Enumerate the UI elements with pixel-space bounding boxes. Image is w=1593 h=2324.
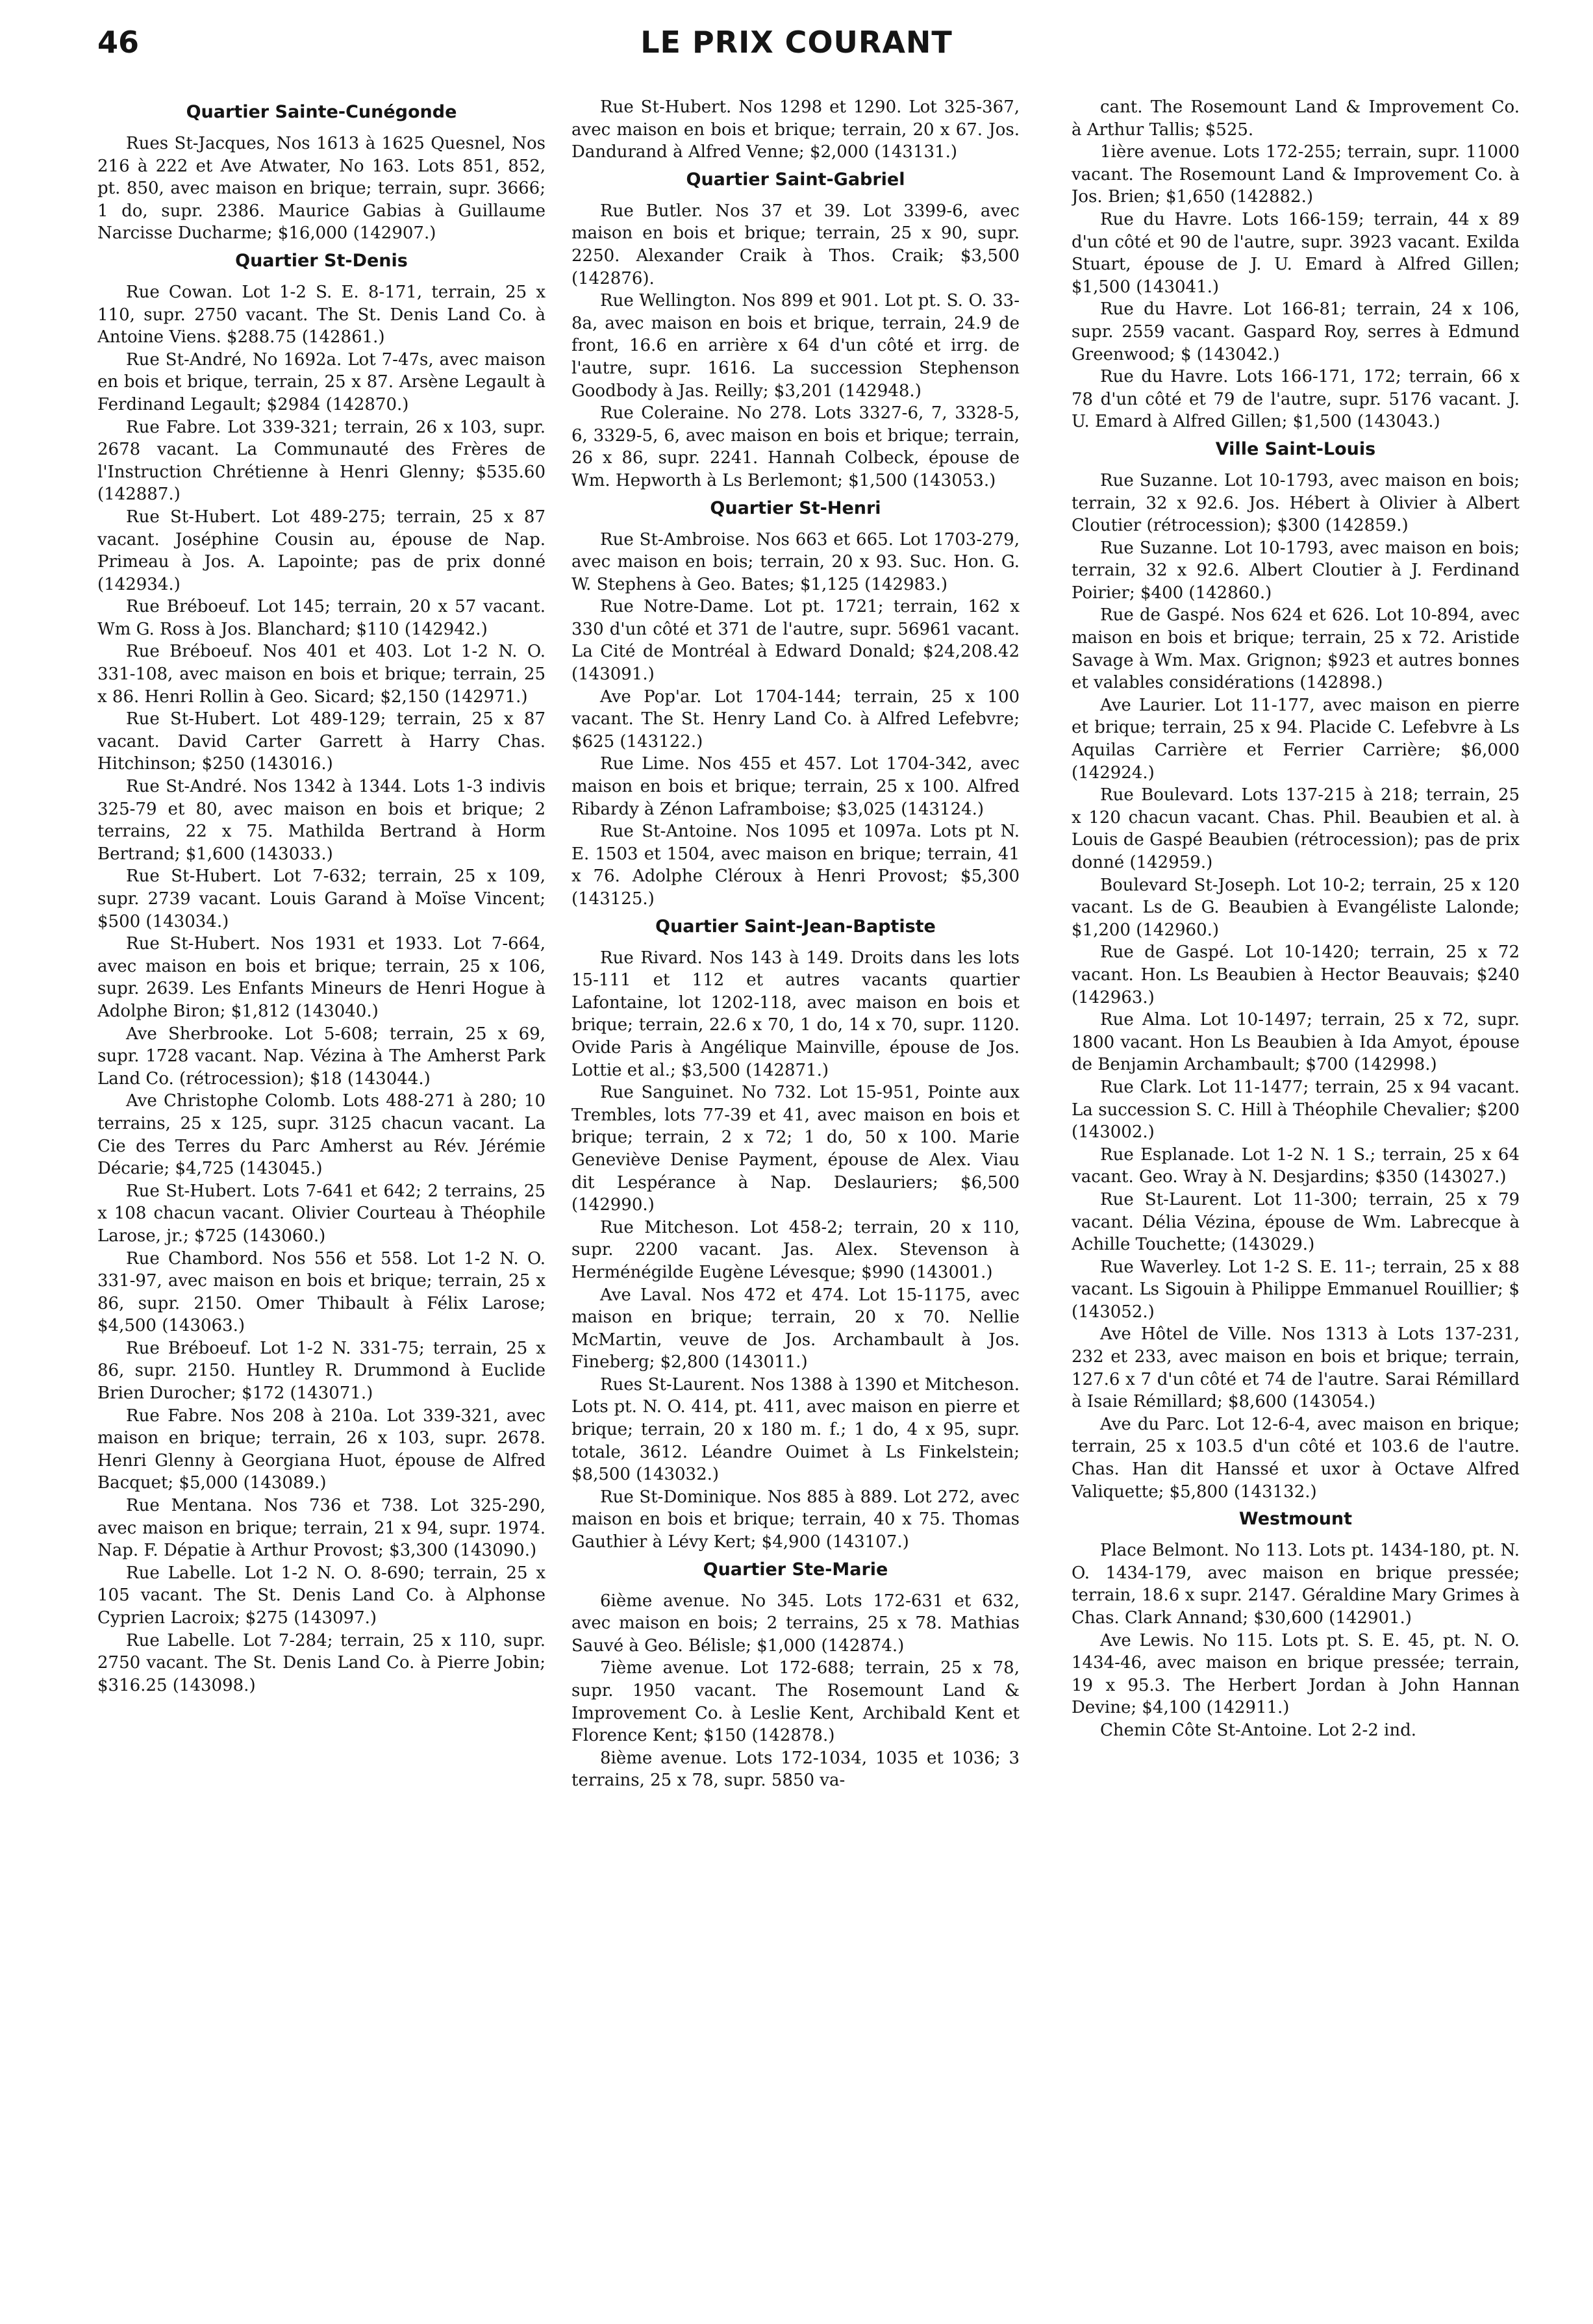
listing-entry: Ave Christophe Colomb. Lots 488-271 à 280; 10 terrains, 25 x 125, supr. 3125 chacun vacant. La Cie des Terres du Parc Amherst au Rév. Jérémie Décarie; $4,725 (143045.) <box>97 1091 546 1179</box>
column-3 <box>1072 96 1520 2305</box>
listing-entry: Rue St-André, No 1692a. Lot 7-47s, avec maison en bois et brique, terrain, 25 x 87. Arsène Legault à Ferdinand Legault; $2984 (142870.) <box>97 349 546 414</box>
listing-entry: Ave Sherbrooke. Lot 5-608; terrain, 25 x 69, supr. 1728 vacant. Nap. Vézina à The Amherst Park Land Co. (rétrocession); $18 (143044.) <box>97 1024 546 1089</box>
listing-entry: Rue St-André. Nos 1342 à 1344. Lots 1-3 indivis 325-79 et 80, avec maison en bois et brique; 2 terrains, 22 x 75. Mathilda Bertrand à Horm Bertrand; $1,600 (143033.) <box>97 777 546 864</box>
listing-entry: Rue Mentana. Nos 736 et 738. Lot 325-290, avec maison en brique; terrain, 21 x 94, supr. 1974. Nap. F. Dépatie à Arthur Provost; $3,300 (143090.) <box>97 1496 546 1561</box>
listing-entry: Rue Suzanne. Lot 10-1793, avec maison en bois; terrain, 32 x 92.6. Albert Cloutier à J. Ferdinand Poirier; $400 (142860.) <box>1072 538 1520 603</box>
listing-entry: Rue St-Ambroise. Nos 663 et 665. Lot 1703-279, avec maison en bois; terrain, 20 x 93. Suc. Hon. G. W. Stephens à Geo. Bates; $1,125 (142983.) <box>571 529 1020 594</box>
listing-entry: Rue Butler. Nos 37 et 39. Lot 3399-6, avec maison en bois et brique; terrain, 25 x 90, supr. 2250. Alexander Craik à Thos. Craik; $3,500 (142876). <box>571 201 1020 288</box>
listing-entry: Rue Alma. Lot 10-1497; terrain, 25 x 72, supr. 1800 vacant. Hon Ls Beaubien à Ida Amyot, épouse de Benjamin Archambault; $700 (142998.) <box>1072 1010 1520 1075</box>
listing-entry: Rue Bréboeuf. Nos 401 et 403. Lot 1-2 N. O. 331-108, avec maison en bois et brique; terrain, 25 x 86. Henri Rollin à Geo. Sicard; $2,150 (142971.) <box>97 642 546 707</box>
listing-entry: Rue Labelle. Lot 1-2 N. O. 8-690; terrain, 25 x 105 vacant. The St. Denis Land Co. à Alphonse Cyprien Lacroix; $275 (143097.) <box>97 1563 546 1628</box>
listing-entry: Rue Cowan. Lot 1-2 S. E. 8-171, terrain, 25 x 110, supr. 2750 vacant. The St. Denis Land Co. à Antoine Viens. $288.75 (142861.) <box>97 282 546 347</box>
listing-entry: Rue Lime. Nos 455 et 457. Lot 1704-342, avec maison en bois et brique; terrain, 25 x 100. Alfred Ribardy à Zénon Laframboise; $3,025 (143124.) <box>571 754 1020 819</box>
section-heading: Westmount <box>1238 1509 1353 1530</box>
listing-entry: Rue Waverley. Lot 1-2 S. E. 11-; terrain, 25 x 88 vacant. Ls Sigouin à Philippe Emmanuel Rouillier; $ (143052.) <box>1072 1257 1520 1322</box>
section-heading: Ville Saint-Louis <box>1215 438 1376 459</box>
listing-entry: Ave Lewis. No 115. Lots pt. S. E. 45, pt. N. O. 1434-46, avec maison en brique pressée; terrain, 19 x 95.3. The Herbert Jordan à John Hannan Devine; $4,100 (142911.) <box>1072 1630 1520 1718</box>
listing-entry: Rue St-Hubert. Nos 1298 et 1290. Lot 325-367, avec maison en bois et brique; terrain, 20 x 67. Jos. Dandurand à Alfred Venne; $2,000 (143131.) <box>571 97 1020 162</box>
listing-entry: Rue Sanguinet. No 732. Lot 15-951, Pointe aux Trembles, lots 77-39 et 41, avec maison en bois et brique; terrain, 2 x 72; 1 do, 50 x 100. Marie Geneviève Denise Payment, épouse de Alex. Viau dit Lespérance à Nap. Deslauriers; $6,500 (142990.) <box>571 1083 1020 1215</box>
listing-entry: Boulevard St-Joseph. Lot 10-2; terrain, 25 x 120 vacant. Ls de G. Beaubien à Evangéliste Lalonde; $1,200 (142960.) <box>1072 875 1520 940</box>
listing-entry: 6ième avenue. No 345. Lots 172-631 et 632, avec maison en bois; 2 terrains, 25 x 78. Mathias Sauvé à Geo. Bélisle; $1,000 (142874.) <box>571 1591 1020 1656</box>
listing-entry: Rue St-Hubert. Lot 7-632; terrain, 25 x 109, supr. 2739 vacant. Louis Garand à Moïse Vincent; $500 (143034.) <box>97 866 546 931</box>
listing-entry: Rue St-Antoine. Nos 1095 et 1097a. Lots pt N. E. 1503 et 1504, avec maison en brique; terrain, 41 x 76. Adolphe Cléroux à Henri Provost; $5,300 (143125.) <box>571 822 1020 909</box>
page-number: 46 <box>97 25 140 60</box>
listing-entry: Ave du Parc. Lot 12-6-4, avec maison en brique; terrain, 25 x 103.5 d'un côté et 103.6 de l'autre. Chas. Han dit Hanssé et uxor à Octave Alfred Valiquette; $5,800 (143132.) <box>1072 1414 1520 1502</box>
section-heading: Quartier St-Denis <box>235 250 408 271</box>
section-heading: Quartier Saint-Gabriel <box>686 169 905 190</box>
listing-entry: Rue Bréboeuf. Lot 145; terrain, 20 x 57 vacant. Wm G. Ross à Jos. Blanchard; $110 (142942.) <box>97 597 546 639</box>
listing-entry: cant. The Rosemount Land & Improvement Co. à Arthur Tallis; $525. <box>1072 97 1520 140</box>
listing-entry: Rue Boulevard. Lots 137-215 à 218; terrain, 25 x 120 chacun vacant. Chas. Phil. Beaubien et al. à Louis de Gaspé Beaubien (rétrocession); pas de prix donné (142959.) <box>1072 785 1520 872</box>
listing-entry: Rues St-Jacques, Nos 1613 à 1625 Quesnel, Nos 216 à 222 et Ave Atwater, No 163. Lots 851, 852, pt. 850, avec maison en brique; terrain, supr. 3666; 1 do, supr. 2386. Maurice Gabias à Guillaume Narcisse Ducharme; $16,000 (142907.) <box>97 134 546 244</box>
listing-entry: Rue St-Laurent. Lot 11-300; terrain, 25 x 79 vacant. Délia Vézina, épouse de Wm. Labrecque à Achille Touchette; (143029.) <box>1072 1189 1520 1255</box>
listing-entry: Rue St-Hubert. Nos 1931 et 1933. Lot 7-664, avec maison en bois et brique; terrain, 25 x 106, supr. 2639. Les Enfants Mineurs de Henri Hogue à Adolphe Biron; $1,812 (143040.) <box>97 934 546 1021</box>
listing-entry: Rue Suzanne. Lot 10-1793, avec maison en bois; terrain, 32 x 92.6. Jos. Hébert à Olivier à Albert Cloutier (rétrocession); $300 (142859.) <box>1072 470 1520 536</box>
section-heading: Quartier Sainte-Cunégonde <box>186 102 457 122</box>
listing-entry: Rue Notre-Dame. Lot pt. 1721; terrain, 162 x 330 d'un côté et 371 de l'autre, supr. 56961 vacant. La Cité de Montréal à Edward Donald; $24,208.42 (143091.) <box>571 597 1020 685</box>
section-heading: Quartier Saint-Jean-Baptiste <box>655 916 936 937</box>
listing-entry: Ave Laurier. Lot 11-177, avec maison en pierre et brique; terrain, 25 x 94. Placide C. Lefebvre à Ls Aquilas Carrière et Ferrier Carrière; $6,000 (142924.) <box>1072 695 1520 783</box>
page-header <box>97 25 1496 70</box>
listing-entry: Rue St-Hubert. Lot 489-275; terrain, 25 x 87 vacant. Joséphine Cousin au, épouse de Nap. Primeau à Jos. A. Lapointe; pas de prix donné (142934.) <box>97 507 546 594</box>
listing-entry: Place Belmont. No 113. Lots pt. 1434-180, pt. N. O. 1434-179, avec maison en brique pressée; terrain, 18.6 x supr. 2147. Géraldine Mary Grimes à Chas. Clark Annand; $30,600 (142901.) <box>1072 1541 1520 1628</box>
listing-entry: Ave Laval. Nos 472 et 474. Lot 15-1175, avec maison en brique; terrain, 20 x 70. Nellie McMartin, veuve de Jos. Archambault à Jos. Fineberg; $2,800 (143011.) <box>571 1285 1020 1372</box>
section-heading: Quartier Ste-Marie <box>703 1559 888 1580</box>
listing-entry: 7ième avenue. Lot 172-688; terrain, 25 x 78, supr. 1950 vacant. The Rosemount Land & Improvement Co. à Leslie Kent, Archibald Kent et Florence Kent; $150 (142878.) <box>571 1658 1020 1746</box>
listing-entry: Rue Chambord. Nos 556 et 558. Lot 1-2 N. O. 331-97, avec maison en bois et brique; terrain, 25 x 86, supr. 2150. Omer Thibault à Félix Larose; $4,500 (143063.) <box>97 1248 546 1336</box>
listing-entry: Rue du Havre. Lot 166-81; terrain, 24 x 106, supr. 2559 vacant. Gaspard Roy, serres à Edmund Greenwood; $ (143042.) <box>1072 299 1520 364</box>
listing-entry: Rue Wellington. Nos 899 et 901. Lot pt. S. O. 33-8a, avec maison en bois et brique, terrain, 24.9 de front, 16.6 en arrière x 64 d'un côté et irrg. de l'autre, supr. 1616. La succession Stephenson Goodbody à Jas. Reilly; $3,201 (142948.) <box>571 291 1020 401</box>
listing-entry: Rue St-Hubert. Lots 7-641 et 642; 2 terrains, 25 x 108 chacun vacant. Olivier Courteau à Théophile Larose, jr.; $725 (143060.) <box>97 1181 546 1246</box>
listing-entry: Rue du Havre. Lots 166-159; terrain, 44 x 89 d'un côté et 90 de l'autre, supr. 3923 vacant. Exilda Stuart, épouse de J. U. Emard à Alfred Gillen; $1,500 (143041.) <box>1072 209 1520 297</box>
listing-entry: Chemin Côte St-Antoine. Lot 2-2 ind. <box>1100 1720 1417 1740</box>
listing-entry: Rue Esplanade. Lot 1-2 N. 1 S.; terrain, 25 x 64 vacant. Geo. Wray à N. Desjardins; $350 (143027.) <box>1072 1144 1520 1187</box>
listing-entry: Rue de Gaspé. Lot 10-1420; terrain, 25 x 72 vacant. Hon. Ls Beaubien à Hector Beauvais; $240 (142963.) <box>1072 942 1520 1007</box>
listing-entry: Ave Hôtel de Ville. Nos 1313 à Lots 137-231, 232 et 233, avec maison en bois et brique; terrain, 127.6 x 7 d'un côté et 74 de l'autre. Sarai Rémillard à Isaie Rémillard; $8,600 (143054.) <box>1072 1324 1520 1412</box>
listing-entry: 1ière avenue. Lots 172-255; terrain, supr. 11000 vacant. The Rosemount Land & Improvement Co. à Jos. Brien; $1,650 (142882.) <box>1072 142 1520 207</box>
listing-entry: Rue St-Dominique. Nos 885 à 889. Lot 272, avec maison en bois et brique; terrain, 40 x 75. Thomas Gauthier à Lévy Kert; $4,900 (143107.) <box>571 1487 1020 1552</box>
listing-entry: 8ième avenue. Lots 172-1034, 1035 et 1036; 3 terrains, 25 x 78, supr. 5850 va- <box>571 1748 1020 1791</box>
listing-entry: Ave Pop'ar. Lot 1704-144; terrain, 25 x 100 vacant. The St. Henry Land Co. à Alfred Lefebvre; $625 (143122.) <box>571 687 1020 752</box>
section-heading: Quartier St-Henri <box>710 498 881 518</box>
listing-entry: Rue de Gaspé. Nos 624 et 626. Lot 10-894, avec maison en bois et brique; terrain, 25 x 72. Aristide Savage à Wm. Max. Grignon; $923 et autres bonnes et valables considérations (142898.) <box>1072 605 1520 693</box>
listing-entry: Rue Coleraine. No 278. Lots 3327-6, 7, 3328-5, 6, 3329-5, 6, avec maison en bois et brique; terrain, 26 x 86, supr. 2241. Hannah Colbeck, épouse de Wm. Hepworth à Ls Berlemont; $1,500 (143053.) <box>571 403 1020 490</box>
listing-entry: Rue Fabre. Nos 208 à 210a. Lot 339-321, avec maison en brique; terrain, 26 x 103, supr. 2678. Henri Glenny à Georgiana Huot, épouse de Alfred Bacquet; $5,000 (143089.) <box>97 1406 546 1493</box>
listing-entry: Rue Mitcheson. Lot 458-2; terrain, 20 x 110, supr. 2200 vacant. Jas. Alex. Stevenson à Herménégilde Eugène Lévesque; $990 (143001.) <box>571 1217 1020 1282</box>
listing-entry: Rue Labelle. Lot 7-284; terrain, 25 x 110, supr. 2750 vacant. The St. Denis Land Co. à Pierre Jobin; $316.25 (143098.) <box>97 1630 546 1695</box>
listing-entry: Rue Fabre. Lot 339-321; terrain, 26 x 103, supr. 2678 vacant. La Communauté des Frères de l'Instruction Chrétienne à Henri Glenny; $535.60 (142887.) <box>97 417 546 505</box>
listing-entry: Rues St-Laurent. Nos 1388 à 1390 et Mitcheson. Lots pt. N. O. 414, pt. 411, avec maison en pierre et brique; terrain, 20 x 180 m. f.; 1 do, 4 x 95, supr. totale, 3612. Léandre Ouimet à Ls Finkelstein; $8,500 (143032.) <box>571 1374 1020 1485</box>
listing-entry: Rue St-Hubert. Lot 489-129; terrain, 25 x 87 vacant. David Carter Garrett à Harry Chas. Hitchinson; $250 (143016.) <box>97 709 546 774</box>
listing-entry: Rue Rivard. Nos 143 à 149. Droits dans les lots 15-111 et 112 et autres vacants quartier Lafontaine, lot 1202-118, avec maison en bois et brique; terrain, 22.6 x 70, 1 do, 14 x 70, supr. 1120. Ovide Paris à Angélique Mainville, épouse de Jos. Lottie et al.; $3,500 (142871.) <box>571 948 1020 1080</box>
listing-entry: Rue du Havre. Lots 166-171, 172; terrain, 66 x 78 d'un côté et 79 de l'autre, supr. 5176 vacant. J. U. Emard à Alfred Gillen; $1,500 (143043.) <box>1072 367 1520 432</box>
listing-entry: Rue Bréboeuf. Lot 1-2 N. 331-75; terrain, 25 x 86, supr. 2150. Huntley R. Drummond à Euclide Brien Durocher; $172 (143071.) <box>97 1338 546 1404</box>
column-1 <box>97 96 546 2305</box>
listing-entry: Rue Clark. Lot 11-1477; terrain, 25 x 94 vacant. La succession S. C. Hill à Théophile Chevalier; $200 (143002.) <box>1072 1077 1520 1143</box>
column-2 <box>571 96 1020 2305</box>
journal-title: LE PRIX COURANT <box>640 25 953 60</box>
